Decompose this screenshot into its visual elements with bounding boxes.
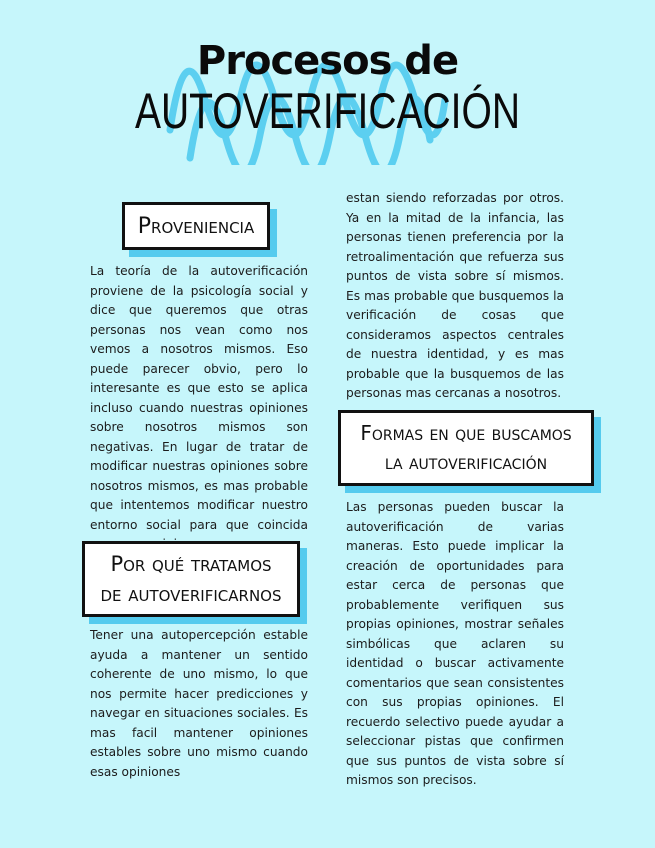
title-line-1: Procesos de	[196, 38, 459, 84]
formas-heading-line-2: la autoverificación	[384, 450, 548, 474]
por-que-text: Tener una autopercepción estable ayuda a mantener un sentido coherente de uno mismo, lo que nos permite hacer predicciones y navegar en situaciones sociales. Es mas facil mantener opiniones estables sobre uno mismo cuando esas opiniones	[90, 628, 308, 779]
formas-heading-line-1: Formas en que buscamos	[360, 421, 572, 445]
proveniencia-heading-box	[122, 202, 270, 250]
por-que-heading-box	[82, 541, 300, 617]
title-line-2: AUTOVERIFICACIÓN	[134, 83, 521, 139]
continuacion-text: estan siendo reforzadas por otros. Ya en la mitad de la infancia, las personas tienen preferencia por la retroalimentación que refuerza sus puntos de vista sobre sí mismos. Es mas probable que busquemos la verificación de cosas que consideramos aspectos centrales de nuestra identidad, y es mas probable que la busquemos de las personas mas cercanas a nosotros.	[346, 191, 564, 400]
por-que-heading-line-2: de autoverificarnos	[100, 582, 282, 606]
proveniencia-heading: Proveniencia	[137, 213, 255, 239]
formas-text: Las personas pueden buscar la autoverificación de varias maneras. Esto puede implicar la creación de oportunidades para estar cerca de personas que probablemente verifiquen sus propias opiniones, mostrar señales simbólicas que aclaren su identidad o buscar activamente comentarios que sean consistentes con sus propias opiniones. El recuerdo selectivo puede ayudar a seleccionar pistas que confirmen que sus puntos de vista sobre sí mismos son precisos.	[346, 500, 564, 787]
formas-heading-box	[338, 410, 594, 486]
por-que-heading-line-1: Por qué tratamos	[110, 552, 272, 576]
proveniencia-text: La teoría de la autoverificación proviene de la psicología social y dice que queremos que otras personas nos vean como nos vemos a nosotros mismos. Eso puede parecer obvio, pero lo interesante es que esto se aplica incluso cuando nuestras opiniones sobre nosotros mismos son negativas. En lugar de tratar de modificar nuestras opiniones sobre nosotros mismos, es mas probable que intentemos modificar nuestro entorno social para que coincida	[90, 264, 308, 532]
